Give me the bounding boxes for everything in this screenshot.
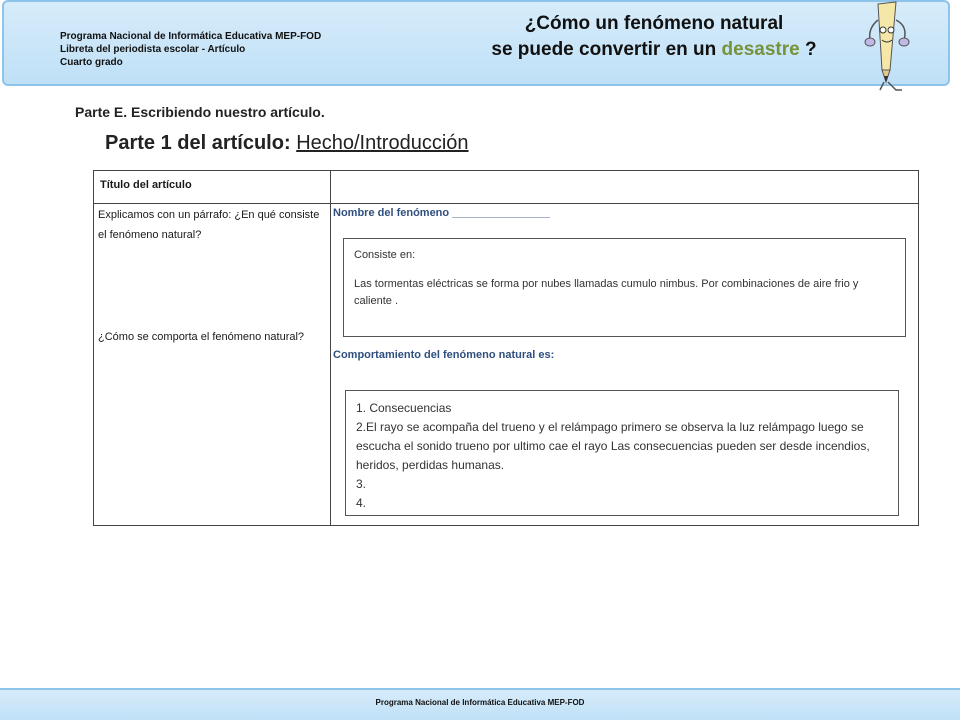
header-line-program: Programa Nacional de Informática Educativa MEP-FOD	[60, 31, 322, 42]
question-comporta: ¿Cómo se comporta el fenómeno natural?	[98, 331, 305, 343]
footer-band	[0, 688, 960, 720]
title-line-2-pre: se puede convertir en un	[491, 39, 722, 60]
list-item: 4.	[356, 496, 367, 510]
title-line-2	[444, 37, 864, 63]
consiste-textbox[interactable]	[343, 238, 906, 337]
consiste-label: Consiste en:	[354, 249, 416, 261]
phenomenon-name-label: Nombre del fenómeno ________________	[333, 207, 551, 219]
behavior-textbox[interactable]	[345, 390, 899, 516]
list-item: 1. Consecuencias	[356, 401, 452, 415]
header-program-info	[60, 30, 321, 69]
title-accent-word: desastre	[721, 39, 800, 60]
header-band	[2, 0, 950, 86]
part1-bold-label: Parte 1 del artículo:	[105, 132, 291, 154]
behavior-label: Comportamiento del fenómeno natural es:	[333, 349, 555, 361]
part1-underlined-label: Hecho/Introducción	[296, 132, 469, 154]
section-part-e: Parte E. Escribiendo nuestro artículo.	[75, 104, 325, 120]
pencil-mascot-icon	[860, 0, 940, 92]
article-table	[93, 170, 919, 526]
title-line-2-post: ?	[799, 39, 817, 60]
list-item: 2.El rayo se acompaña del trueno y el relámpago primero se observa la luz relámpago luego se escucha el sonido trueno por ultimo cae el rayo Las consecuencias pueden ser desde incendios, heridos, perdidas humanas.	[356, 420, 870, 472]
table-row-divider	[94, 203, 918, 204]
page-title	[444, 11, 864, 63]
table-column-divider	[330, 171, 331, 525]
footer-text: Programa Nacional de Informática Educativa MEP-FOD	[375, 698, 585, 707]
section-part-1-heading	[105, 132, 469, 155]
header-line-grade: Cuarto grado	[60, 57, 123, 68]
header-line-notebook: Libreta del periodista escolar - Artículo	[60, 44, 246, 55]
title-line-1: ¿Cómo un fenómeno natural	[524, 13, 784, 34]
consiste-text: Las tormentas eléctricas se forma por nubes llamadas cumulo nimbus. Por combinaciones de aire frio y caliente .	[354, 278, 859, 307]
article-title-label: Título del artículo	[100, 179, 192, 191]
list-item: 3.	[356, 477, 367, 491]
question-consiste: Explicamos con un párrafo: ¿En qué consiste el fenómeno natural?	[98, 209, 320, 241]
